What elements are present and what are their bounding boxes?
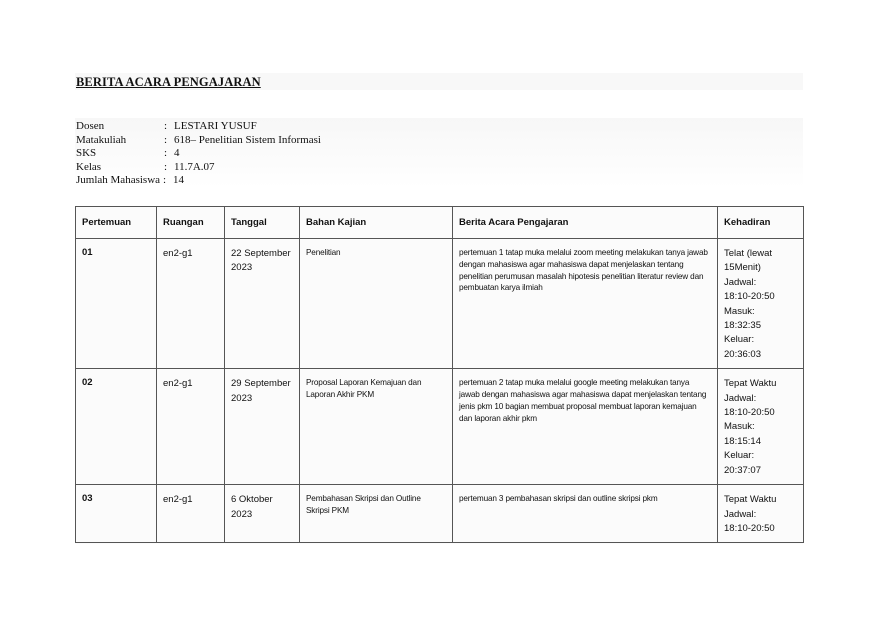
- table-row: [76, 239, 804, 369]
- cell-berita-acara: pertemuan 3 pembahasan skripsi dan outline skripsi pkm: [453, 485, 718, 543]
- header-berita-acara: Berita Acara Pengajaran: [453, 207, 718, 239]
- attendance-line: 18:10-20:50: [724, 407, 775, 419]
- cell-pertemuan: 01: [76, 239, 157, 369]
- cell-tanggal: 29 September 2023: [225, 369, 300, 485]
- info-row-dosen: [76, 120, 321, 134]
- cell-pertemuan: 03: [76, 485, 157, 543]
- teaching-record-table: [75, 206, 804, 543]
- attendance-line: Masuk:: [724, 305, 755, 317]
- attendance-line: Jadwal:: [724, 276, 757, 288]
- header-ruangan: Ruangan: [157, 207, 225, 239]
- info-separator: :: [164, 147, 168, 160]
- info-value: 14: [173, 174, 185, 187]
- info-row-matakuliah: [76, 134, 321, 148]
- info-value: 618– Penelitian Sistem Informasi: [174, 133, 321, 146]
- cell-ruangan: en2-g1: [157, 485, 225, 543]
- attendance-line: 18:15:14: [724, 435, 761, 447]
- info-label: Matakuliah: [76, 133, 127, 146]
- attendance-status: Tepat Waktu: [724, 378, 777, 390]
- cell-tanggal: 22 September 2023: [225, 239, 300, 369]
- attendance-line: Keluar:: [724, 334, 755, 346]
- info-row-sks: [76, 147, 321, 161]
- attendance-line: 18:32:35: [724, 320, 761, 332]
- header-pertemuan: Pertemuan: [76, 207, 157, 239]
- cell-berita-acara: pertemuan 1 tatap muka melalui zoom meeting melakukan tanya jawab dengan mahasiswa agar mahasiswa dapat menjelaskan tentang penelitian perumusan masalah hipotesis penelitian literatur review dan pembuatan karya ilmiah: [453, 239, 718, 369]
- attendance-line: Masuk:: [724, 421, 755, 433]
- info-label: Jumlah Mahasiswa: [76, 174, 161, 187]
- attendance-status: Telat (lewat 15Menit): [724, 248, 773, 274]
- attendance-line: Keluar:: [724, 450, 755, 462]
- header-kehadiran: Kehadiran: [718, 207, 804, 239]
- info-row-kelas: [76, 161, 321, 175]
- attendance-line: Jadwal:: [724, 392, 757, 404]
- cell-bahan-kajian: Penelitian: [300, 239, 453, 369]
- header-tanggal: Tanggal: [225, 207, 300, 239]
- cell-kehadiran: [718, 369, 804, 485]
- info-value: LESTARI YUSUF: [174, 120, 257, 132]
- table-row: [76, 485, 804, 543]
- info-separator: :: [164, 133, 168, 146]
- cell-berita-acara: pertemuan 2 tatap muka melalui google meeting melakukan tanya jawab dengan mahasiswa agar mahasiswa dapat menjelaskan tentang jenis pkm 10 bagian membuat proposal membuat laporan kemajuan dan laporan akhir pkm: [453, 369, 718, 485]
- cell-pertemuan: 02: [76, 369, 157, 485]
- attendance-line: 18:10-20:50: [724, 523, 775, 535]
- info-separator: :: [164, 160, 168, 173]
- page-title: BERITA ACARA PENGAJARAN: [76, 75, 261, 89]
- info-label: SKS: [76, 147, 97, 160]
- table-header-row: [76, 207, 804, 239]
- info-value: 11.7A.07: [174, 160, 215, 173]
- cell-tanggal: 6 Oktober 2023: [225, 485, 300, 543]
- cell-ruangan: en2-g1: [157, 239, 225, 369]
- attendance-line: Jadwal:: [724, 508, 757, 520]
- cell-ruangan: en2-g1: [157, 369, 225, 485]
- attendance-status: Tepat Waktu: [724, 494, 777, 506]
- attendance-line: 18:10-20:50: [724, 291, 775, 303]
- info-label: Dosen: [76, 120, 105, 132]
- info-label: Kelas: [76, 160, 102, 173]
- info-value: 4: [174, 147, 180, 160]
- header-bahan-kajian: Bahan Kajian: [300, 207, 453, 239]
- table-row: [76, 369, 804, 485]
- cell-kehadiran: [718, 485, 804, 543]
- cell-bahan-kajian: Proposal Laporan Kemajuan dan Laporan Akhir PKM: [300, 369, 453, 485]
- attendance-line: 20:37:07: [724, 464, 761, 476]
- info-separator: :: [164, 120, 168, 132]
- info-row-jumlah-mahasiswa: [76, 174, 321, 188]
- cell-bahan-kajian: Pembahasan Skripsi dan Outline Skripsi PKM: [300, 485, 453, 543]
- attendance-line: 20:36:03: [724, 348, 761, 360]
- info-separator: :: [163, 174, 167, 187]
- cell-kehadiran: [718, 239, 804, 369]
- course-info: [76, 120, 321, 188]
